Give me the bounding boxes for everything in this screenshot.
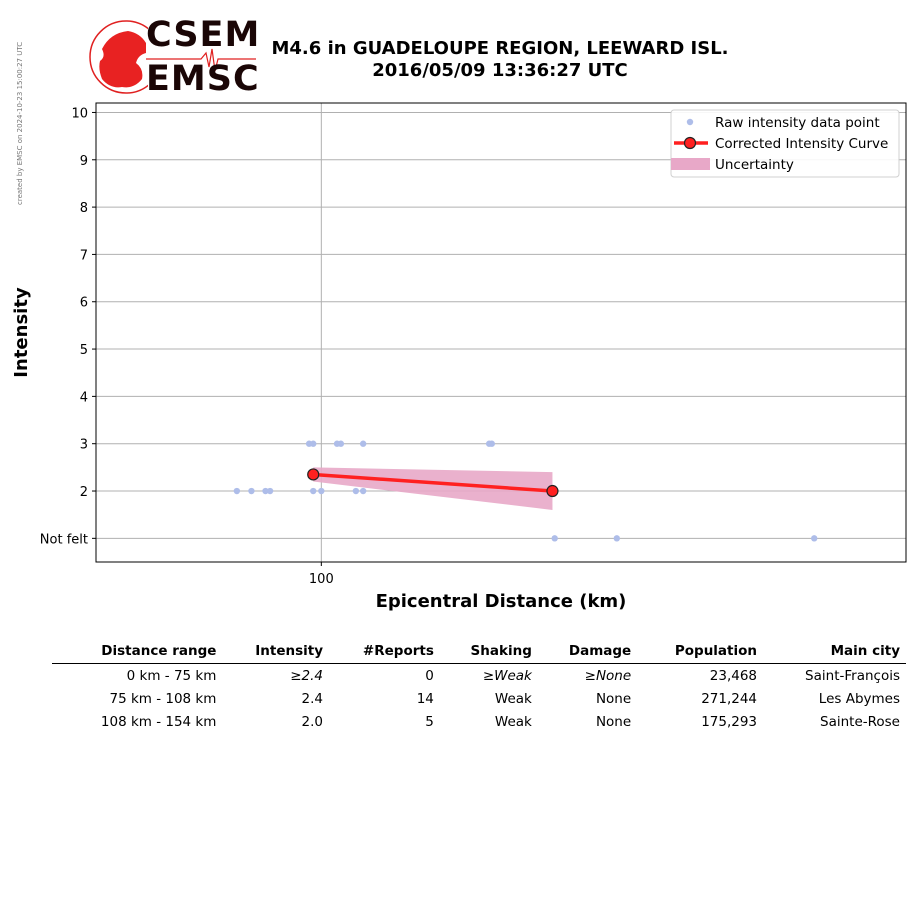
- chart-subtitle: 2016/05/09 13:36:27 UTC: [372, 60, 628, 81]
- table-header-cell: Shaking: [440, 640, 538, 664]
- table-body: [52, 664, 906, 734]
- table-cell-population: 23,468: [709, 668, 758, 684]
- logo-text-emsc: EMSC: [146, 59, 260, 99]
- table-row: [52, 664, 906, 688]
- table-row: [52, 710, 906, 733]
- y-tick-label: 8: [79, 201, 88, 217]
- corrected-curve-point: [547, 486, 558, 497]
- table-cell-shaking: Weak: [494, 714, 532, 730]
- table-cell-range: 0 km - 75 km: [126, 668, 217, 684]
- intensity-table: [52, 640, 906, 733]
- y-tick-label: 10: [71, 106, 88, 122]
- table-header-cell: Intensity: [222, 640, 329, 664]
- raw-data-point: [614, 535, 620, 541]
- legend-entry: Uncertainty: [715, 157, 794, 173]
- table-cell-reports: 5: [425, 714, 434, 730]
- table-header-cell: Population: [637, 640, 763, 664]
- raw-data-point: [552, 535, 558, 541]
- table-header-cell: Damage: [538, 640, 637, 664]
- legend-marker-raw: [687, 119, 693, 125]
- table-cell-intensity: 2.4: [301, 691, 324, 707]
- table-cell-reports: 14: [416, 691, 434, 707]
- y-tick-label: 6: [79, 295, 88, 311]
- legend-marker-curve-point: [685, 138, 696, 149]
- y-tick-label: 9: [79, 153, 88, 169]
- y-tick-label: 2: [79, 485, 88, 501]
- y-tick-label: 4: [79, 390, 88, 406]
- raw-data-point: [360, 488, 366, 494]
- raw-data-point: [338, 441, 344, 447]
- corrected-curve-point: [308, 469, 319, 480]
- table-cell-city: Saint-François: [805, 668, 900, 684]
- table-cell-intensity: 2.0: [301, 714, 324, 730]
- raw-data-point: [353, 488, 359, 494]
- table-header-cell: #Reports: [329, 640, 440, 664]
- table-cell-reports: 0: [425, 668, 434, 684]
- legend-entry: Corrected Intensity Curve: [715, 136, 889, 152]
- table-cell-city: Sainte-Rose: [820, 714, 900, 730]
- table-header-cell: Distance range: [52, 640, 222, 664]
- table-row: [52, 687, 906, 710]
- raw-data-point: [267, 488, 273, 494]
- raw-data-point: [489, 441, 495, 447]
- x-axis-label: Epicentral Distance (km): [375, 591, 627, 612]
- table-cell-range: 75 km - 108 km: [109, 691, 217, 707]
- chart-title: M4.6 in GUADELOUPE REGION, LEEWARD ISL.: [271, 38, 729, 59]
- legend-marker-uncertainty: [671, 158, 710, 170]
- legend-entry: Raw intensity data point: [715, 115, 880, 131]
- table-cell-shaking: Weak: [494, 691, 532, 707]
- y-tick-label: 3: [79, 437, 88, 453]
- raw-data-point: [234, 488, 240, 494]
- raw-data-point: [360, 441, 366, 447]
- table-cell-shaking: ≥Weak: [482, 668, 532, 684]
- table-header-row: [52, 640, 906, 664]
- x-tick-label: 100: [308, 572, 334, 587]
- table-cell-population: 175,293: [701, 714, 758, 730]
- table-cell-damage: ≥None: [584, 668, 632, 684]
- table-cell-damage: None: [595, 691, 632, 707]
- logo-text-csem: CSEM: [146, 15, 261, 55]
- raw-data-point: [310, 488, 316, 494]
- raw-data-point: [811, 535, 817, 541]
- table-header-cell: Main city: [763, 640, 906, 664]
- table-cell-population: 271,244: [701, 691, 758, 707]
- y-tick-label: Not felt: [39, 532, 88, 548]
- y-tick-label: 7: [79, 248, 88, 264]
- table-cell-damage: None: [595, 714, 632, 730]
- y-axis-label: Intensity: [11, 287, 32, 378]
- raw-data-point: [318, 488, 324, 494]
- y-tick-label: 5: [79, 343, 88, 359]
- creation-note: created by EMSC on 2024-10-23 15:00:27 UTC: [16, 41, 24, 205]
- table-cell-range: 108 km - 154 km: [100, 714, 217, 730]
- raw-data-point: [248, 488, 254, 494]
- raw-data-point: [310, 441, 316, 447]
- table-cell-city: Les Abymes: [818, 691, 900, 707]
- table-cell-intensity: ≥2.4: [290, 668, 324, 684]
